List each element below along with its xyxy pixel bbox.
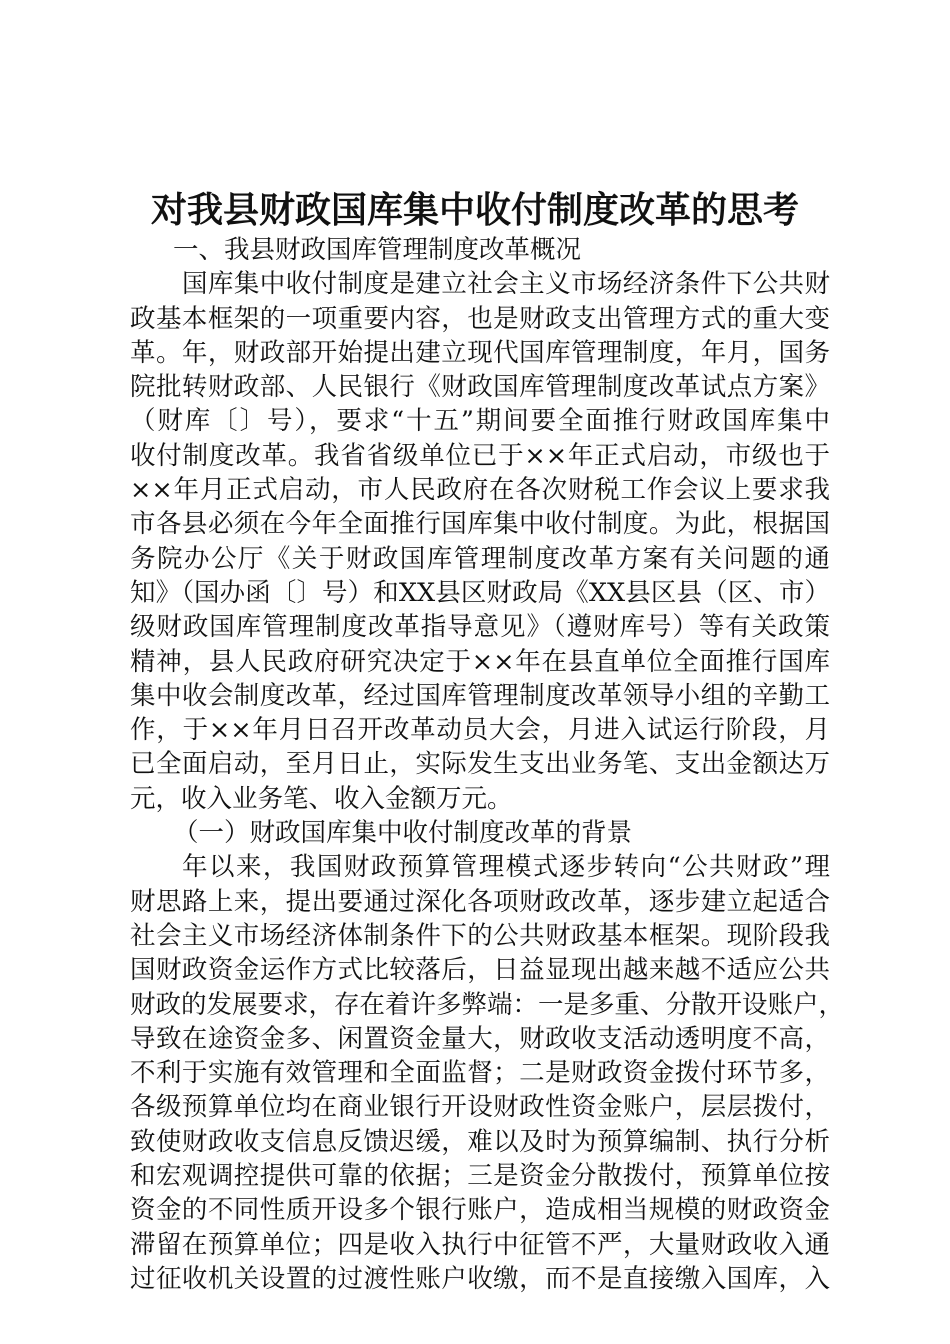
paragraph-line: ××年月正式启动，市人民政府在各次财税工作会议上要求我 (130, 475, 830, 506)
paragraph-line: 国库集中收付制度是建立社会主义市场经济条件下公共财 (182, 269, 830, 300)
paragraph-line: 元，收入业务笔、收入金额万元。 (130, 783, 513, 814)
paragraph-line: 知》（国办函〔〕号）和XX县区财政局《XX县区县（区、市） (130, 577, 830, 608)
paragraph-line: 致使财政收支信息反馈迟缓，难以及时为预算编制、执行分析 (130, 1126, 830, 1157)
paragraph-line: 社会主义市场经济体制条件下的公共财政基本框架。现阶段我 (130, 920, 830, 951)
paragraph-line: 精神，县人民政府研究决定于××年在县直单位全面推行国库 (130, 646, 830, 677)
paragraph-line: 不利于实施有效管理和全面监督；二是财政资金拨付环节多， (130, 1058, 830, 1089)
paragraph-line: 已全面启动，至月日止，实际发生支出业务笔、支出金额达万 (130, 749, 830, 780)
paragraph-line: 国财政资金运作方式比较落后，日益显现出越来越不适应公共 (130, 955, 830, 986)
paragraph-line: 财思路上来，提出要通过深化各项财政改革，逐步建立起适合 (130, 886, 830, 917)
paragraph-line: 革。年，财政部开始提出建立现代国库管理制度，年月，国务 (130, 337, 830, 368)
paragraph-line: 级财政国库管理制度改革指导意见》（遵财库号）等有关政策 (130, 612, 830, 643)
paragraph-line: （财库〔〕号），要求“十五”期间要全面推行财政国库集中 (130, 406, 830, 437)
subsection-heading: （一）财政国库集中收付制度改革的背景 (173, 818, 633, 849)
paragraph-line: 收付制度改革。我省省级单位已于××年正式启动，市级也于 (130, 440, 830, 471)
document-title: 对我县财政国库集中收付制度改革的思考 (150, 189, 799, 231)
paragraph-line: 作，于××年月日召开改革动员大会，月进入试运行阶段，月 (130, 715, 830, 746)
paragraph-line: 务院办公厅《关于财政国库管理制度改革方案有关问题的通 (130, 543, 830, 574)
paragraph-line: 各级预算单位均在商业银行开设财政性资金账户，层层拨付， (130, 1092, 830, 1123)
paragraph-line: 财政的发展要求，存在着许多弊端：一是多重、分散开设账户， (130, 989, 845, 1020)
paragraph-line: 滞留在预算单位；四是收入执行中征管不严，大量财政收入通 (130, 1229, 830, 1260)
paragraph-line: 过征收机关设置的过渡性账户收缴，而不是直接缴入国库，入 (130, 1263, 830, 1294)
section-heading: 一、我县财政国库管理制度改革概况 (173, 235, 582, 265)
paragraph-line: 集中收会制度改革，经过国库管理制度改革领导小组的辛勤工 (130, 680, 830, 711)
paragraph-line: 市各县必须在今年全面推行国库集中收付制度。为此，根据国 (130, 509, 830, 540)
paragraph-line: 和宏观调控提供可靠的依据；三是资金分散拨付，预算单位按 (130, 1161, 830, 1192)
paragraph-line: 导致在途资金多、闲置资金量大，财政收支活动透明度不高， (130, 1023, 830, 1054)
paragraph-line: 院批转财政部、人民银行《财政国库管理制度改革试点方案》 (130, 372, 830, 403)
document-body (130, 233, 845, 1296)
paragraph-line: 政基本框架的一项重要内容，也是财政支出管理方式的重大变 (130, 303, 830, 334)
paragraph-line: 资金的不同性质开设多个银行账户，造成相当规模的财政资金 (130, 1195, 830, 1226)
paragraph-line: 年以来，我国财政预算管理模式逐步转向“公共财政”理 (182, 852, 830, 883)
